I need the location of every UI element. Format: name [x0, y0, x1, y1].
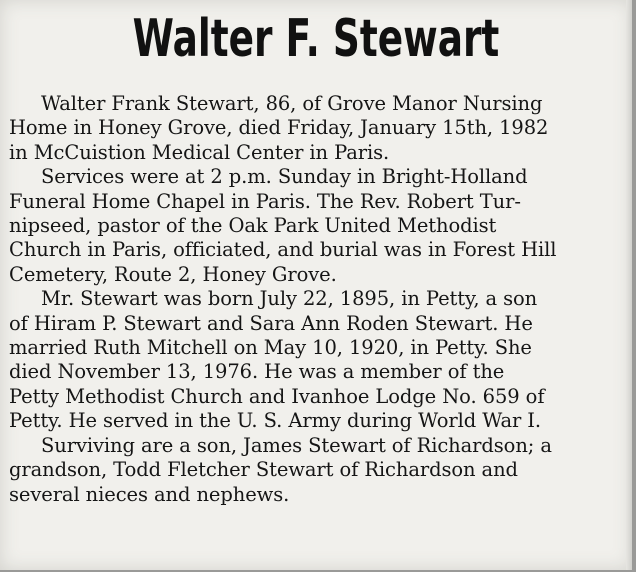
article-line: Mr. Stewart was born July 22, 1895, in Petty, a son	[41, 287, 538, 311]
article-line: Petty. He served in the U. S. Army during World War I.	[9, 409, 542, 433]
obituary-article	[9, 92, 632, 507]
article-line: of Hiram P. Stewart and Sara Ann Roden Stewart. He	[9, 311, 533, 335]
article-line: in McCuistion Medical Center in Paris.	[9, 140, 390, 164]
paragraph-services	[9, 165, 632, 287]
obituary-headline: Walter F. Stewart	[132, 9, 500, 69]
article-line: Cemetery, Route 2, Honey Grove.	[9, 262, 337, 286]
article-line: Walter Frank Stewart, 86, of Grove Manor Nursing	[41, 92, 543, 115]
article-line: Services were at 2 p.m. Sunday in Bright-Holland	[41, 165, 528, 189]
article-line: Surviving are a son, James Stewart of Richardson; a	[41, 433, 552, 457]
article-line: died November 13, 1976. He was a member of the	[9, 360, 505, 384]
paragraph-biography	[9, 287, 632, 433]
paragraph-death-notice	[9, 92, 632, 165]
article-line: several nieces and nephews.	[9, 482, 290, 506]
article-line: Petty Methodist Church and Ivanhoe Lodge No. 659 of	[9, 384, 545, 408]
article-line: Funeral Home Chapel in Paris. The Rev. Robert Tur-	[9, 189, 521, 213]
clipping-edge	[626, 0, 632, 570]
article-line: Home in Honey Grove, died Friday, January 15th, 1982	[9, 116, 549, 140]
article-line: grandson, Todd Fletcher Stewart of Richardson and	[9, 458, 518, 482]
article-line: married Ruth Mitchell on May 10, 1920, in Petty. She	[9, 336, 532, 360]
article-line: Church in Paris, officiated, and burial was in Forest Hill	[9, 238, 557, 262]
article-line: nipseed, pastor of the Oak Park United Methodist	[9, 214, 497, 238]
paragraph-survivors	[9, 434, 632, 507]
